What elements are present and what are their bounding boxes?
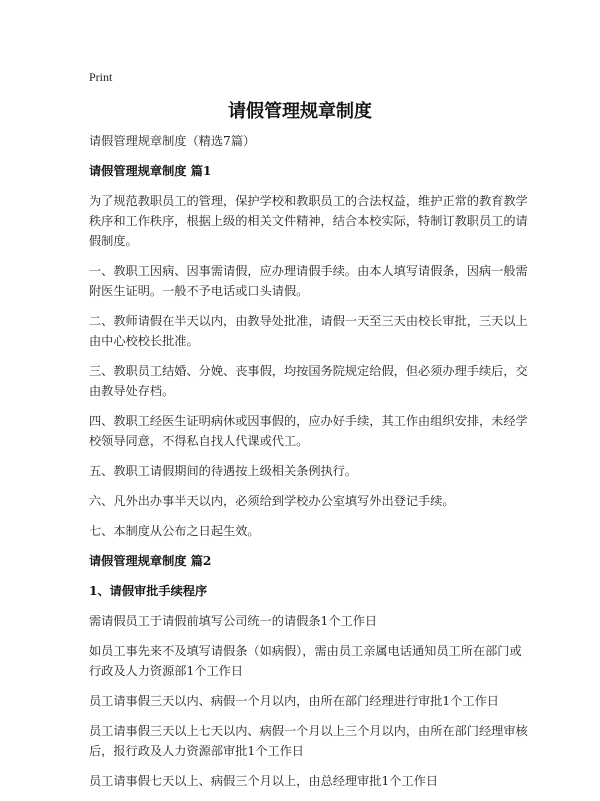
section-1-paragraph: 为了规范教职员工的管理，保护学校和教职员工的合法权益，维护正常的教育教学秩序和工作秩序，根据上级的相关文件精神，结合本校实际，特制订教职员工的请假制度。 [89, 194, 528, 248]
section-2-paragraph: 员工请事假七天以上、病假三个月以上，由总经理审批1个工作日 [89, 774, 439, 788]
section-2-subheading: 1、请假审批手续程序 [89, 584, 208, 598]
page-title: 请假管理规章制度 [228, 101, 372, 122]
section-1-paragraph: 七、本制度从公布之日起生效。 [89, 524, 260, 538]
section-2-heading: 请假管理规章制度 篇2 [89, 554, 212, 568]
section-1-heading: 请假管理规章制度 篇1 [89, 164, 212, 178]
section-1-paragraph: 二、教师请假在半天以内，由教导处批准，请假一天至三天由校长审批，三天以上由中心校校长批准。 [89, 314, 528, 348]
section-2-paragraph: 需请假员工于请假前填写公司统一的请假条1个工作日 [89, 614, 378, 628]
subtitle: 请假管理规章制度（精选7篇） [89, 134, 256, 148]
section-1-paragraph: 一、教职工因病、因事需请假，应办理请假手续。由本人填写请假条，因病一般需附医生证明。一般不予电话或口头请假。 [89, 264, 528, 298]
section-1-paragraph: 五、教职工请假期间的待遇按上级相关条例执行。 [89, 464, 358, 478]
section-1-paragraph: 三、教职员工结婚、分娩、丧事假，均按国务院规定给假，但必须办理手续后，交由教导处存档。 [89, 364, 528, 398]
document-body [89, 131, 529, 801]
section-2-paragraph: 员工请事假三天以内、病假一个月以内，由所在部门经理进行审批1个工作日 [89, 694, 499, 708]
print-link[interactable]: Print [89, 70, 113, 84]
section-1-paragraph: 六、凡外出办事半天以内，必须给到学校办公室填写外出登记手续。 [89, 494, 455, 508]
section-2-paragraph: 员工请事假三天以上七天以内、病假一个月以上三个月以内，由所在部门经理审核后，报行政及人力资源部审批1个工作日 [89, 724, 528, 758]
section-2-paragraph: 如员工事先来不及填写请假条（如病假），需由员工亲属电话通知员工所在部门或行政及人力资源部1个工作日 [89, 644, 522, 678]
section-1-paragraph: 四、教职工经医生证明病休或因事假的，应办好手续，其工作由组织安排，未经学校领导同意，不得私自找人代课或代工。 [89, 414, 528, 448]
